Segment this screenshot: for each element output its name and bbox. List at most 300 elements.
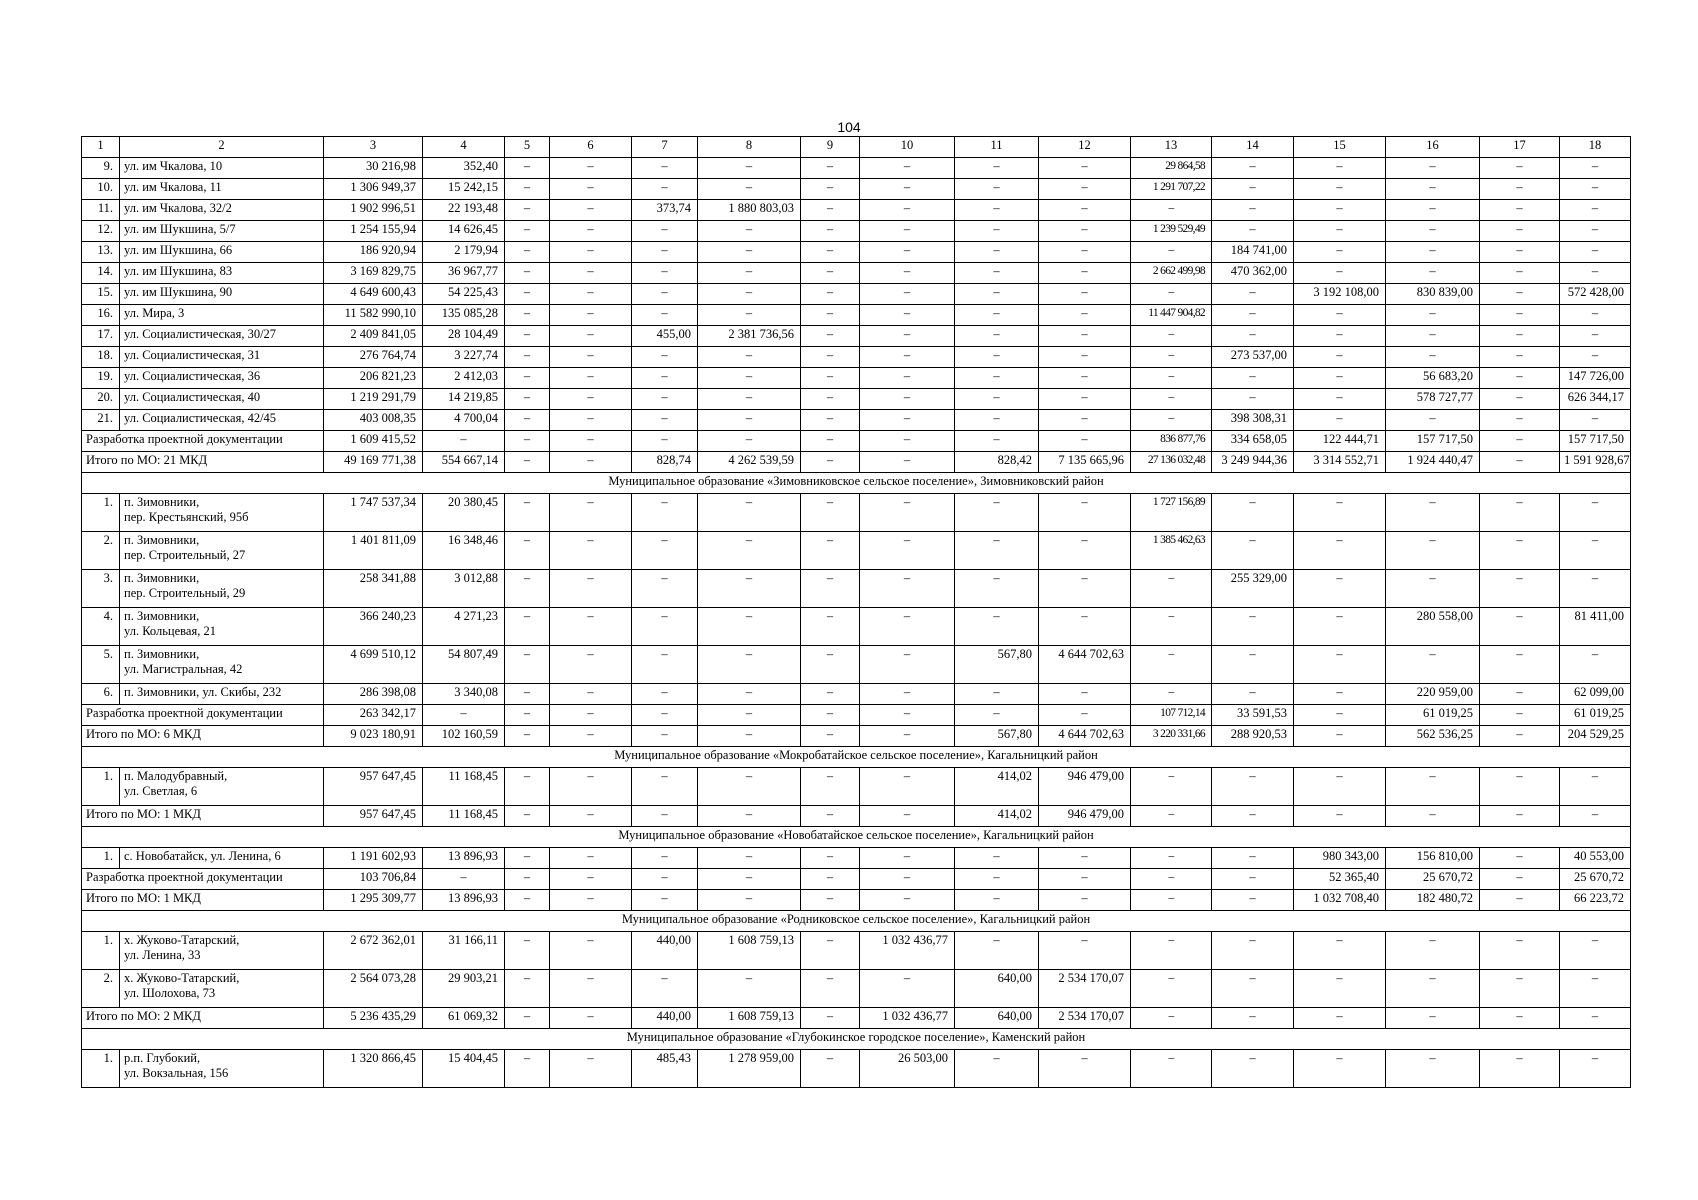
value-cell: – (1294, 570, 1386, 608)
value-cell: – (1039, 608, 1131, 646)
value-cell: – (1560, 570, 1631, 608)
value-cell: – (505, 305, 550, 326)
value-cell: – (955, 389, 1039, 410)
value-cell: – (1039, 368, 1131, 389)
value-cell: 184 741,00 (1212, 242, 1294, 263)
value-cell: – (632, 869, 698, 890)
value-cell: – (1131, 869, 1212, 890)
value-cell: – (505, 1008, 550, 1029)
value-cell: 946 479,00 (1039, 768, 1131, 806)
value-cell: – (955, 221, 1039, 242)
value-cell: – (955, 431, 1039, 452)
value-cell: 2 564 073,28 (324, 970, 423, 1008)
value-cell: – (505, 200, 550, 221)
value-cell: – (1480, 284, 1560, 305)
value-cell: 29 903,21 (423, 970, 505, 1008)
value-cell: – (1560, 806, 1631, 827)
value-cell: 20 380,45 (423, 494, 505, 532)
value-cell: 16 348,46 (423, 532, 505, 570)
table-row (82, 646, 1631, 684)
table-row (82, 848, 1631, 869)
value-cell: 578 727,77 (1386, 389, 1480, 410)
value-cell: – (1039, 890, 1131, 911)
value-cell: – (801, 410, 860, 431)
address-cell: р.п. Глубокий, ул. Вокзальная, 156 (120, 1050, 324, 1088)
address-cell: ул. им Чкалова, 11 (120, 179, 324, 200)
value-cell: – (801, 768, 860, 806)
value-cell: – (860, 179, 955, 200)
column-header: 10 (860, 137, 955, 158)
table-row (82, 768, 1631, 806)
value-cell: 255 329,00 (1212, 570, 1294, 608)
summary-row (82, 452, 1631, 473)
value-cell: – (1386, 1008, 1480, 1029)
value-cell: – (550, 726, 632, 747)
value-cell: – (1131, 1008, 1212, 1029)
value-cell: 186 920,94 (324, 242, 423, 263)
value-cell: – (1480, 305, 1560, 326)
value-cell: – (632, 532, 698, 570)
value-cell: – (505, 326, 550, 347)
column-header: 8 (698, 137, 801, 158)
address-cell: п. Зимовники, пер. Крестьянский, 95б (120, 494, 324, 532)
value-cell: – (955, 284, 1039, 305)
value-cell: 414,02 (955, 768, 1039, 806)
value-cell: – (1294, 705, 1386, 726)
value-cell: – (550, 532, 632, 570)
value-cell: – (1212, 684, 1294, 705)
value-cell: – (1294, 806, 1386, 827)
value-cell: – (698, 705, 801, 726)
table-row (82, 326, 1631, 347)
address-cell: ул. Социалистическая, 42/45 (120, 410, 324, 431)
value-cell: – (698, 768, 801, 806)
value-cell: 14 219,85 (423, 389, 505, 410)
value-cell: – (1039, 410, 1131, 431)
column-header: 15 (1294, 137, 1386, 158)
value-cell: – (1039, 389, 1131, 410)
value-cell: – (1386, 970, 1480, 1008)
value-cell: – (1039, 221, 1131, 242)
value-cell: 1 591 928,67 (1560, 452, 1631, 473)
value-cell: – (1480, 570, 1560, 608)
value-cell: – (1131, 646, 1212, 684)
table-row (82, 532, 1631, 570)
value-cell: – (1131, 242, 1212, 263)
value-cell: – (505, 410, 550, 431)
value-cell: 2 381 736,56 (698, 326, 801, 347)
value-cell: – (505, 768, 550, 806)
value-cell: 2 179,94 (423, 242, 505, 263)
value-cell: – (801, 494, 860, 532)
summary-row (82, 726, 1631, 747)
value-cell: – (1039, 200, 1131, 221)
row-number: 15. (82, 284, 120, 305)
value-cell: – (1039, 242, 1131, 263)
row-number: 9. (82, 158, 120, 179)
value-cell: – (1131, 200, 1212, 221)
value-cell: 182 480,72 (1386, 890, 1480, 911)
value-cell: – (955, 263, 1039, 284)
value-cell: – (801, 242, 860, 263)
row-number: 14. (82, 263, 120, 284)
value-cell: – (1386, 305, 1480, 326)
value-cell: – (955, 1050, 1039, 1088)
value-cell: 455,00 (632, 326, 698, 347)
value-cell: – (955, 200, 1039, 221)
value-cell: 204 529,25 (1560, 726, 1631, 747)
data-table (81, 136, 1631, 1088)
value-cell: – (1386, 1050, 1480, 1088)
row-number: 1. (82, 848, 120, 869)
value-cell: 470 362,00 (1212, 263, 1294, 284)
section-header-row (82, 747, 1631, 768)
value-cell: – (860, 494, 955, 532)
column-header: 16 (1386, 137, 1480, 158)
value-cell: – (1212, 1050, 1294, 1088)
value-cell: 25 670,72 (1560, 869, 1631, 890)
value-cell: – (860, 684, 955, 705)
value-cell: – (1560, 970, 1631, 1008)
value-cell: 4 271,23 (423, 608, 505, 646)
section-title: Муниципальное образование «Родниковское сельское поселение», Кагальницкий район (82, 911, 1631, 932)
value-cell: 54 807,49 (423, 646, 505, 684)
value-cell: 62 099,00 (1560, 684, 1631, 705)
column-header: 18 (1560, 137, 1631, 158)
value-cell: – (550, 221, 632, 242)
value-cell: – (698, 806, 801, 827)
table-row (82, 608, 1631, 646)
value-cell: – (1039, 263, 1131, 284)
address-cell: п. Зимовники, пер. Строительный, 27 (120, 532, 324, 570)
value-cell: – (860, 452, 955, 473)
value-cell: 1 032 436,77 (860, 1008, 955, 1029)
value-cell: – (1039, 431, 1131, 452)
address-cell: п. Малодубравный, ул. Светлая, 6 (120, 768, 324, 806)
row-number: 1. (82, 1050, 120, 1088)
value-cell: 11 447 904,82 (1131, 305, 1212, 326)
value-cell: 567,80 (955, 726, 1039, 747)
section-header-row (82, 911, 1631, 932)
value-cell: – (632, 970, 698, 1008)
value-cell: – (505, 869, 550, 890)
value-cell: – (698, 646, 801, 684)
value-cell: – (1212, 305, 1294, 326)
value-cell: – (1386, 806, 1480, 827)
value-cell: – (550, 705, 632, 726)
row-label: Разработка проектной документации (82, 431, 324, 452)
header-row (82, 137, 1631, 158)
value-cell: – (550, 431, 632, 452)
row-number: 11. (82, 200, 120, 221)
value-cell: 1 609 415,52 (324, 431, 423, 452)
value-cell: – (505, 890, 550, 911)
value-cell: – (1131, 684, 1212, 705)
value-cell: – (505, 684, 550, 705)
value-cell: – (550, 806, 632, 827)
value-cell: – (505, 389, 550, 410)
value-cell: 61 019,25 (1560, 705, 1631, 726)
value-cell: – (1294, 368, 1386, 389)
column-header: 4 (423, 137, 505, 158)
value-cell: – (632, 705, 698, 726)
value-cell: – (632, 726, 698, 747)
value-cell: 1 608 759,13 (698, 1008, 801, 1029)
row-number: 21. (82, 410, 120, 431)
value-cell: – (632, 284, 698, 305)
row-label: Итого по МО: 21 МКД (82, 452, 324, 473)
value-cell: – (632, 368, 698, 389)
table-row (82, 570, 1631, 608)
value-cell: 29 864,58 (1131, 158, 1212, 179)
value-cell: – (801, 932, 860, 970)
value-cell: – (1294, 532, 1386, 570)
value-cell: 1 295 309,77 (324, 890, 423, 911)
value-cell: – (1212, 646, 1294, 684)
value-cell: – (801, 970, 860, 1008)
value-cell: 1 306 949,37 (324, 179, 423, 200)
value-cell: – (1294, 389, 1386, 410)
value-cell: – (698, 848, 801, 869)
address-cell: ул. им Шукшина, 5/7 (120, 221, 324, 242)
value-cell: – (801, 806, 860, 827)
value-cell: – (1212, 284, 1294, 305)
value-cell: – (1131, 389, 1212, 410)
value-cell: – (1480, 890, 1560, 911)
value-cell: – (1131, 326, 1212, 347)
value-cell: 3 192 108,00 (1294, 284, 1386, 305)
section-title: Муниципальное образование «Глубокинское городское поселение», Каменский район (82, 1029, 1631, 1050)
value-cell: – (505, 705, 550, 726)
value-cell: 56 683,20 (1386, 368, 1480, 389)
value-cell: 1 608 759,13 (698, 932, 801, 970)
value-cell: 1 924 440,47 (1386, 452, 1480, 473)
value-cell: – (1039, 848, 1131, 869)
value-cell: – (1480, 431, 1560, 452)
value-cell: – (698, 869, 801, 890)
value-cell: – (860, 221, 955, 242)
value-cell: – (1480, 848, 1560, 869)
value-cell: 485,43 (632, 1050, 698, 1088)
value-cell: – (1131, 608, 1212, 646)
value-cell: – (1039, 284, 1131, 305)
value-cell: 4 262 539,59 (698, 452, 801, 473)
value-cell: – (860, 326, 955, 347)
value-cell: – (1212, 221, 1294, 242)
value-cell: – (955, 242, 1039, 263)
value-cell: – (1212, 389, 1294, 410)
value-cell: – (801, 726, 860, 747)
value-cell: – (550, 608, 632, 646)
value-cell: 2 662 499,98 (1131, 263, 1212, 284)
value-cell: – (860, 200, 955, 221)
value-cell: – (860, 410, 955, 431)
summary-row (82, 890, 1631, 911)
value-cell: – (801, 221, 860, 242)
value-cell: 1 191 602,93 (324, 848, 423, 869)
value-cell: – (801, 646, 860, 684)
table-row (82, 200, 1631, 221)
summary-row (82, 705, 1631, 726)
value-cell: – (698, 158, 801, 179)
row-number: 1. (82, 494, 120, 532)
value-cell: – (1480, 705, 1560, 726)
value-cell: – (860, 532, 955, 570)
value-cell: – (1039, 570, 1131, 608)
value-cell: – (860, 368, 955, 389)
table-row (82, 494, 1631, 532)
value-cell: – (1039, 494, 1131, 532)
value-cell: 828,74 (632, 452, 698, 473)
value-cell: 2 672 362,01 (324, 932, 423, 970)
value-cell: – (1294, 326, 1386, 347)
value-cell: 334 658,05 (1212, 431, 1294, 452)
value-cell: – (860, 869, 955, 890)
value-cell: 31 166,11 (423, 932, 505, 970)
row-number: 6. (82, 684, 120, 705)
table-row (82, 1050, 1631, 1088)
value-cell: – (955, 326, 1039, 347)
value-cell: – (1039, 326, 1131, 347)
table-row (82, 368, 1631, 389)
value-cell: – (860, 848, 955, 869)
value-cell: – (860, 431, 955, 452)
value-cell: – (1386, 494, 1480, 532)
value-cell: – (860, 284, 955, 305)
value-cell: 830 839,00 (1386, 284, 1480, 305)
value-cell: 27 136 032,48 (1131, 452, 1212, 473)
column-header: 11 (955, 137, 1039, 158)
value-cell: – (1212, 932, 1294, 970)
value-cell: 3 169 829,75 (324, 263, 423, 284)
value-cell: – (505, 532, 550, 570)
value-cell: – (1480, 200, 1560, 221)
value-cell: – (1039, 869, 1131, 890)
value-cell: – (801, 570, 860, 608)
row-number: 4. (82, 608, 120, 646)
value-cell: – (632, 389, 698, 410)
value-cell: – (1560, 494, 1631, 532)
value-cell: – (632, 684, 698, 705)
value-cell: – (860, 158, 955, 179)
value-cell: – (1480, 806, 1560, 827)
value-cell: 1 032 708,40 (1294, 890, 1386, 911)
value-cell: 122 444,71 (1294, 431, 1386, 452)
value-cell: – (1386, 932, 1480, 970)
value-cell: 66 223,72 (1560, 890, 1631, 911)
value-cell: 3 012,88 (423, 570, 505, 608)
value-cell: – (1560, 158, 1631, 179)
value-cell: – (632, 848, 698, 869)
value-cell: – (1480, 326, 1560, 347)
value-cell: – (1560, 242, 1631, 263)
row-number: 5. (82, 646, 120, 684)
value-cell: 980 343,00 (1294, 848, 1386, 869)
value-cell: 640,00 (955, 970, 1039, 1008)
value-cell: – (550, 200, 632, 221)
value-cell: – (860, 768, 955, 806)
address-cell: п. Зимовники, ул. Магистральная, 42 (120, 646, 324, 684)
value-cell: – (550, 869, 632, 890)
value-cell: 1 239 529,49 (1131, 221, 1212, 242)
value-cell: – (1480, 221, 1560, 242)
value-cell: 3 340,08 (423, 684, 505, 705)
value-cell: – (1560, 305, 1631, 326)
column-header: 6 (550, 137, 632, 158)
value-cell: 1 385 462,63 (1131, 532, 1212, 570)
table-row (82, 179, 1631, 200)
value-cell: 640,00 (955, 1008, 1039, 1029)
value-cell: – (801, 1050, 860, 1088)
value-cell: 554 667,14 (423, 452, 505, 473)
value-cell: 5 236 435,29 (324, 1008, 423, 1029)
value-cell: – (505, 1050, 550, 1088)
value-cell: – (801, 608, 860, 646)
value-cell: – (1480, 179, 1560, 200)
value-cell: – (860, 347, 955, 368)
value-cell: – (632, 179, 698, 200)
value-cell: – (632, 570, 698, 608)
value-cell: – (550, 970, 632, 1008)
value-cell: 352,40 (423, 158, 505, 179)
value-cell: – (1212, 869, 1294, 890)
value-cell: – (1560, 1050, 1631, 1088)
value-cell: 258 341,88 (324, 570, 423, 608)
address-cell: п. Зимовники, пер. Строительный, 29 (120, 570, 324, 608)
value-cell: – (505, 932, 550, 970)
value-cell: – (955, 869, 1039, 890)
value-cell: – (1294, 726, 1386, 747)
value-cell: 4 699 510,12 (324, 646, 423, 684)
value-cell: 3 249 944,36 (1212, 452, 1294, 473)
value-cell: – (1294, 200, 1386, 221)
row-number: 1. (82, 932, 120, 970)
value-cell: 273 537,00 (1212, 347, 1294, 368)
value-cell: 15 242,15 (423, 179, 505, 200)
section-title: Муниципальное образование «Зимовниковское сельское поселение», Зимовниковский район (82, 473, 1631, 494)
value-cell: 440,00 (632, 932, 698, 970)
value-cell: – (1480, 684, 1560, 705)
value-cell: 81 411,00 (1560, 608, 1631, 646)
value-cell: 30 216,98 (324, 158, 423, 179)
address-cell: ул. Мира, 3 (120, 305, 324, 326)
table-row (82, 242, 1631, 263)
value-cell: – (1294, 608, 1386, 646)
value-cell: – (1480, 368, 1560, 389)
value-cell: 4 649 600,43 (324, 284, 423, 305)
value-cell: – (1294, 932, 1386, 970)
address-cell: ул. Социалистическая, 31 (120, 347, 324, 368)
value-cell: 1 320 866,45 (324, 1050, 423, 1088)
value-cell: – (1039, 705, 1131, 726)
value-cell: – (1480, 932, 1560, 970)
value-cell: – (550, 263, 632, 284)
value-cell: – (698, 890, 801, 911)
value-cell: – (1386, 410, 1480, 431)
value-cell: – (698, 284, 801, 305)
value-cell: – (801, 284, 860, 305)
value-cell: – (1480, 494, 1560, 532)
value-cell: 61 019,25 (1386, 705, 1480, 726)
value-cell: – (1294, 410, 1386, 431)
value-cell: – (1480, 646, 1560, 684)
value-cell: – (1212, 200, 1294, 221)
value-cell: – (1560, 532, 1631, 570)
value-cell: – (860, 305, 955, 326)
value-cell: 14 626,45 (423, 221, 505, 242)
value-cell: – (1131, 932, 1212, 970)
value-cell: – (860, 242, 955, 263)
